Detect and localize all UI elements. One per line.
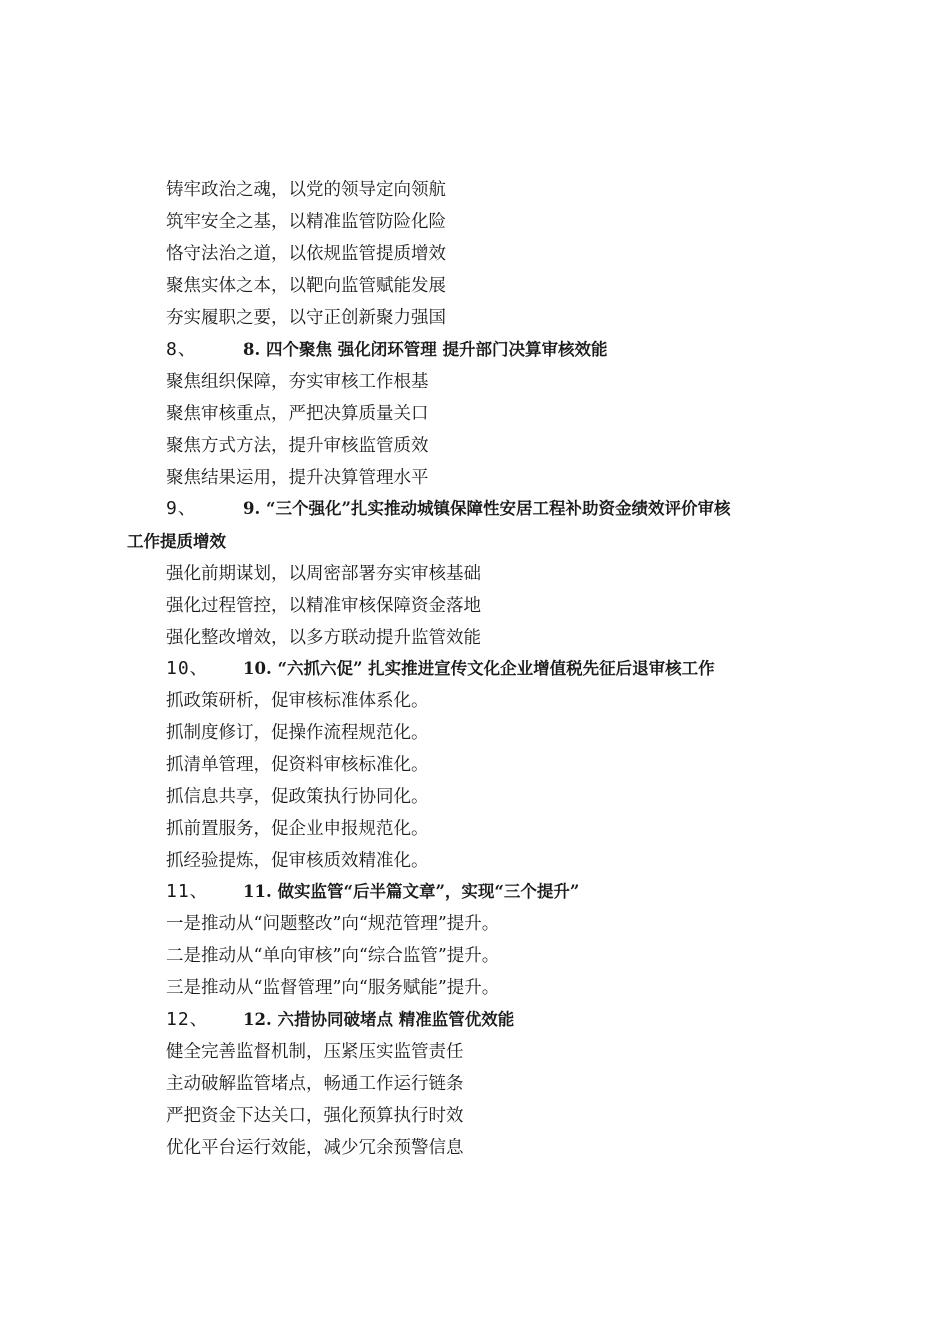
section-heading-11 xyxy=(0,880,950,904)
list-item: 聚焦结果运用，提升决算管理水平 xyxy=(166,468,429,488)
section-number: 12、 xyxy=(166,1009,209,1030)
intro-item: 筑牢安全之基，以精准监管防险化险 xyxy=(166,212,446,232)
section-number: 9、 xyxy=(166,498,197,519)
section-heading-12 xyxy=(0,1008,950,1032)
section-title-continuation: 工作提质增效 xyxy=(127,532,226,551)
section-heading-9 xyxy=(0,497,950,521)
section-title: 10. “六抓六促” 扎实推进宣传文化企业增值税先征后退审核工作 xyxy=(243,659,715,678)
list-item: 抓制度修订，促操作流程规范化。 xyxy=(166,723,429,743)
list-item: 抓前置服务，促企业申报规范化。 xyxy=(166,819,429,839)
section-heading-8 xyxy=(0,338,950,362)
list-item: 抓信息共享，促政策执行协同化。 xyxy=(166,787,429,807)
intro-item: 恪守法治之道，以依规监管提质增效 xyxy=(166,244,446,264)
list-item: 健全完善监督机制，压紧压实监管责任 xyxy=(166,1042,464,1062)
list-item: 聚焦方式方法，提升审核监管质效 xyxy=(166,436,429,456)
list-item: 强化过程管控，以精准审核保障资金落地 xyxy=(166,596,481,616)
list-item: 抓清单管理，促资料审核标准化。 xyxy=(166,755,429,775)
intro-item: 夯实履职之要，以守正创新聚力强国 xyxy=(166,308,446,328)
list-item: 强化整改增效，以多方联动提升监管效能 xyxy=(166,628,481,648)
intro-item: 铸牢政治之魂，以党的领导定向领航 xyxy=(166,180,446,200)
list-item: 聚焦组织保障，夯实审核工作根基 xyxy=(166,372,429,392)
list-item: 三是推动从“监督管理”向“服务赋能”提升。 xyxy=(166,978,500,998)
section-title: 9. “三个强化”扎实推动城镇保障性安居工程补助资金绩效评价审核 xyxy=(243,499,731,518)
list-item: 主动破解监管堵点，畅通工作运行链条 xyxy=(166,1074,464,1094)
section-number: 10、 xyxy=(166,658,209,679)
section-title: 8. 四个聚焦 强化闭环管理 提升部门决算审核效能 xyxy=(243,340,608,359)
list-item: 聚焦审核重点，严把决算质量关口 xyxy=(166,404,429,424)
list-item: 抓政策研析，促审核标准体系化。 xyxy=(166,691,429,711)
list-item: 严把资金下达关口，强化预算执行时效 xyxy=(166,1106,464,1126)
section-number: 8、 xyxy=(166,339,197,360)
list-item: 优化平台运行效能，减少冗余预警信息 xyxy=(166,1138,464,1158)
section-heading-10 xyxy=(0,657,950,681)
section-number: 11、 xyxy=(166,881,209,902)
list-item: 强化前期谋划，以周密部署夯实审核基础 xyxy=(166,564,481,584)
intro-item: 聚焦实体之本，以靶向监管赋能发展 xyxy=(166,276,446,296)
section-title: 12. 六措协同破堵点 精准监管优效能 xyxy=(243,1010,515,1029)
list-item: 一是推动从“问题整改”向“规范管理”提升。 xyxy=(166,914,500,934)
list-item: 二是推动从“单向审核”向“综合监管”提升。 xyxy=(166,946,500,966)
section-title: 11. 做实监管“后半篇文章”，实现“三个提升” xyxy=(243,882,580,901)
list-item: 抓经验提炼，促审核质效精准化。 xyxy=(166,851,429,871)
